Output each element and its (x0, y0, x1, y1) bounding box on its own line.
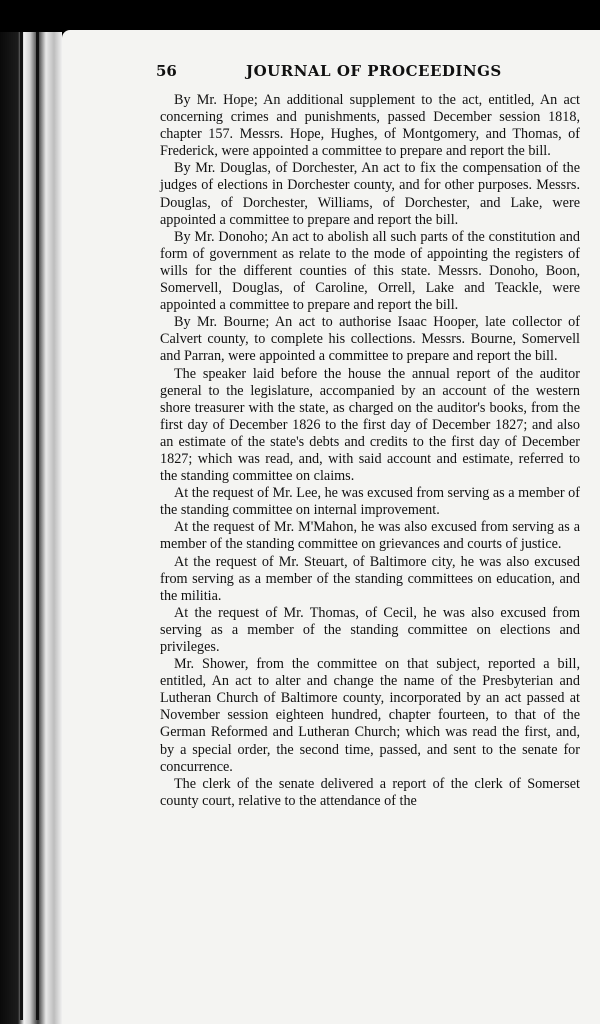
paragraph-mmahon-excused: At the request of Mr. M'Mahon, he was also excused from serving as a member of the standing committee on grievances and courts of justice. (160, 519, 580, 553)
paragraph-donoho-bill: By Mr. Donoho; An act to abolish all such parts of the constitution and form of government as relate to the mode of appointing the registers of wills for the different counties of this state. Messrs. Donoho, Boon, Somervell, Douglas, of Caroline, Orrell, Lake and Teackle, were appointed a committee to prepare and report the bill. (160, 228, 580, 314)
binding-edge-line (20, 20, 23, 1020)
book-binding (0, 0, 62, 1024)
paragraph-steuart-excused: At the request of Mr. Steuart, of Baltimore city, he was also excused from serving as a member of the standing committees on education, and the militia. (160, 553, 580, 604)
body-text (160, 92, 580, 810)
binding-edge-line (36, 20, 39, 1020)
paragraph-lee-excused: At the request of Mr. Lee, he was excused from serving as a member of the standing committee on internal improvement. (160, 485, 580, 519)
paragraph-hope-bill: By Mr. Hope; An additional supplement to the act, entitled, An act concerning crimes and punishments, passed December session 1818, chapter 157. Messrs. Hope, Hughes, of Montgomery, and Thomas, of Frederick, were appointed a committee to prepare and report the bill. (160, 92, 580, 160)
paragraph-shower-report: Mr. Shower, from the committee on that subject, reported a bill, entitled, An act to alter and change the name of the Presbyterian and Lutheran Church of Baltimore county, incorporated by an act passed at November session eighteen hundred, chapter fourteen, to that of the German Reformed and Lutheran Church; which was read the first, and, by a special order, the second time, passed, and sent to the senate for concurrence. (160, 656, 580, 775)
page-number: 56 (156, 62, 177, 80)
paragraph-thomas-excused: At the request of Mr. Thomas, of Cecil, he was also excused from serving as a member of the standing committee on elections and privileges. (160, 604, 580, 655)
scan-top-border (0, 0, 600, 32)
paragraph-senate-clerk: The clerk of the senate delivered a report of the clerk of Somerset county court, relative to the attendance of the (160, 775, 580, 809)
paragraph-auditor-report: The speaker laid before the house the annual report of the auditor general to the legislature, accompanied by an account of the western shore treasurer with the state, as charged on the auditor's books, from the first day of December 1826 to the first day of December 1827; and also an estimate of the state's debts and credits to the first day of December 1827; which was read, and, with said account and estimate, referred to the standing committee on claims. (160, 365, 580, 485)
page-header (96, 58, 536, 80)
paragraph-bourne-bill: By Mr. Bourne; An act to authorise Isaac Hooper, late collector of Calvert county, to complete his collections. Messrs. Bourne, Somervell and Parran, were appointed a committee to prepare and report the bill. (160, 314, 580, 365)
running-head: JOURNAL OF PROCEEDINGS (246, 62, 502, 80)
paragraph-douglas-bill: By Mr. Douglas, of Dorchester, An act to fix the compensation of the judges of elections in Dorchester county, and for other purposes. Messrs. Douglas, of Dorchester, Williams, of Dorchester, and Lake, were appointed a committee to prepare and report the bill. (160, 160, 580, 228)
